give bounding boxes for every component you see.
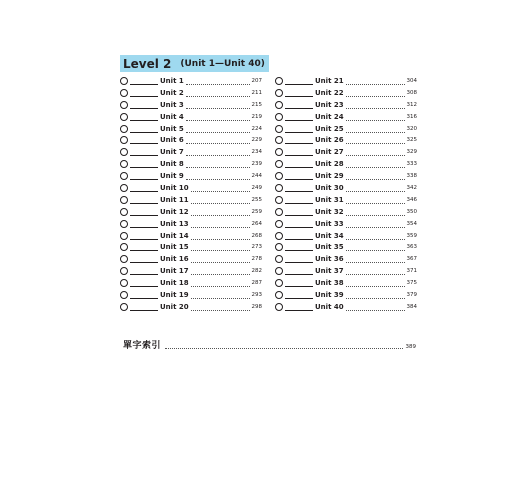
unit-page-number: 325 — [406, 137, 417, 144]
unit-label: Unit 23 — [315, 100, 344, 109]
dot-leader — [191, 243, 250, 251]
checkbox-circle[interactable] — [275, 291, 283, 299]
checkbox-circle[interactable] — [120, 279, 128, 287]
checkbox-circle[interactable] — [275, 160, 283, 168]
dot-leader — [186, 89, 250, 97]
unit-row[interactable] — [275, 146, 417, 158]
unit-label: Unit 1 — [160, 76, 184, 85]
dot-leader — [346, 255, 405, 263]
dot-leader — [186, 160, 250, 168]
checkbox-circle[interactable] — [120, 255, 128, 263]
unit-row[interactable] — [120, 241, 262, 253]
check-blank-line — [285, 89, 313, 97]
checkbox-circle[interactable] — [275, 172, 283, 180]
unit-row[interactable] — [120, 170, 262, 182]
unit-label: Unit 21 — [315, 76, 344, 85]
unit-row[interactable] — [275, 206, 417, 218]
dot-leader — [191, 279, 250, 287]
unit-row[interactable] — [120, 146, 262, 158]
unit-page-number: 234 — [251, 149, 262, 156]
checkbox-circle[interactable] — [275, 184, 283, 192]
unit-row[interactable] — [120, 301, 262, 313]
checkbox-circle[interactable] — [275, 255, 283, 263]
check-blank-line — [130, 113, 158, 121]
checkbox-circle[interactable] — [275, 125, 283, 133]
unit-row[interactable] — [120, 206, 262, 218]
unit-page-number: 316 — [406, 113, 417, 120]
unit-label: Unit 3 — [160, 100, 184, 109]
unit-page-number: 207 — [251, 77, 262, 84]
unit-row[interactable] — [275, 158, 417, 170]
dot-leader — [346, 303, 405, 311]
unit-range: (Unit 1—Unit 40) — [180, 58, 265, 69]
checkbox-circle[interactable] — [120, 208, 128, 216]
unit-page-number: 379 — [406, 291, 417, 298]
dot-leader — [191, 267, 250, 275]
unit-row[interactable] — [275, 253, 417, 265]
unit-page-number: 346 — [406, 196, 417, 203]
check-blank-line — [285, 243, 313, 251]
checkbox-circle[interactable] — [275, 303, 283, 311]
check-blank-line — [130, 125, 158, 133]
checkbox-circle[interactable] — [275, 77, 283, 85]
unit-list-left — [120, 75, 262, 313]
unit-label: Unit 37 — [315, 267, 344, 276]
check-blank-line — [285, 136, 313, 144]
unit-label: Unit 34 — [315, 231, 344, 240]
dot-leader — [346, 172, 405, 180]
unit-page-number: 308 — [406, 89, 417, 96]
checkbox-circle[interactable] — [275, 279, 283, 287]
word-index-entry[interactable] — [123, 339, 416, 351]
check-blank-line — [285, 291, 313, 299]
unit-page-number: 259 — [251, 208, 262, 215]
checkbox-circle[interactable] — [275, 101, 283, 109]
check-blank-line — [130, 196, 158, 204]
unit-row[interactable] — [120, 99, 262, 111]
unit-row[interactable] — [275, 134, 417, 146]
unit-page-number: 278 — [251, 256, 262, 263]
unit-page-number: 333 — [406, 161, 417, 168]
unit-label: Unit 20 — [160, 302, 189, 311]
checkbox-circle[interactable] — [120, 267, 128, 275]
check-blank-line — [285, 208, 313, 216]
checkbox-circle[interactable] — [275, 89, 283, 97]
unit-label: Unit 30 — [315, 183, 344, 192]
dot-leader — [346, 77, 405, 85]
checkbox-circle[interactable] — [120, 196, 128, 204]
unit-label: Unit 15 — [160, 243, 189, 252]
word-index-label: 單字索引 — [123, 341, 162, 351]
unit-label: Unit 39 — [315, 290, 344, 299]
dot-leader — [186, 101, 250, 109]
unit-label: Unit 38 — [315, 279, 344, 288]
check-blank-line — [130, 77, 158, 85]
check-blank-line — [285, 279, 313, 287]
unit-page-number: 354 — [406, 220, 417, 227]
dot-leader — [191, 303, 250, 311]
unit-label: Unit 13 — [160, 219, 189, 228]
unit-row[interactable] — [120, 218, 262, 230]
checkbox-circle[interactable] — [120, 172, 128, 180]
unit-page-number: 329 — [406, 149, 417, 156]
unit-page-number: 249 — [251, 184, 262, 191]
unit-row[interactable] — [275, 182, 417, 194]
unit-page-number: 312 — [406, 101, 417, 108]
unit-row[interactable] — [120, 182, 262, 194]
dot-leader — [346, 148, 405, 156]
unit-row[interactable] — [120, 158, 262, 170]
check-blank-line — [130, 232, 158, 240]
check-blank-line — [130, 101, 158, 109]
unit-row[interactable] — [275, 87, 417, 99]
unit-label: Unit 31 — [315, 195, 344, 204]
unit-row[interactable] — [275, 111, 417, 123]
dot-leader — [346, 101, 405, 109]
unit-label: Unit 9 — [160, 172, 184, 181]
check-blank-line — [130, 184, 158, 192]
unit-page-number: 342 — [406, 184, 417, 191]
checkbox-circle[interactable] — [120, 77, 128, 85]
dot-leader — [346, 184, 405, 192]
check-blank-line — [130, 255, 158, 263]
checkbox-circle[interactable] — [275, 232, 283, 240]
checkbox-circle[interactable] — [120, 148, 128, 156]
check-blank-line — [130, 136, 158, 144]
level-header — [120, 55, 269, 72]
unit-label: Unit 5 — [160, 124, 184, 133]
unit-page-number: 338 — [406, 173, 417, 180]
check-blank-line — [130, 267, 158, 275]
unit-page-number: 273 — [251, 244, 262, 251]
check-blank-line — [285, 255, 313, 263]
unit-row[interactable] — [120, 265, 262, 277]
unit-row[interactable] — [275, 99, 417, 111]
unit-page-number: 264 — [251, 220, 262, 227]
dot-leader — [346, 89, 405, 97]
unit-label: Unit 4 — [160, 112, 184, 121]
unit-label: Unit 14 — [160, 231, 189, 240]
checkbox-circle[interactable] — [275, 148, 283, 156]
dot-leader — [186, 172, 250, 180]
dot-leader — [186, 148, 250, 156]
unit-row[interactable] — [120, 289, 262, 301]
check-blank-line — [130, 89, 158, 97]
unit-page-number: 293 — [251, 291, 262, 298]
dot-leader — [346, 267, 405, 275]
unit-row[interactable] — [275, 301, 417, 313]
checkbox-circle[interactable] — [120, 232, 128, 240]
unit-row[interactable] — [120, 123, 262, 135]
check-blank-line — [130, 172, 158, 180]
checkbox-circle[interactable] — [275, 136, 283, 144]
check-blank-line — [285, 172, 313, 180]
dot-leader — [346, 279, 405, 287]
unit-row[interactable] — [120, 230, 262, 242]
checkbox-circle[interactable] — [120, 113, 128, 121]
checkbox-circle[interactable] — [120, 303, 128, 311]
unit-label: Unit 22 — [315, 88, 344, 97]
unit-page-number: 229 — [251, 137, 262, 144]
unit-label: Unit 26 — [315, 136, 344, 145]
dot-leader — [346, 243, 405, 251]
checkbox-circle[interactable] — [120, 125, 128, 133]
unit-label: Unit 16 — [160, 255, 189, 264]
dot-leader — [165, 348, 402, 349]
dot-leader — [191, 184, 250, 192]
check-blank-line — [130, 243, 158, 251]
dot-leader — [346, 291, 405, 299]
dot-leader — [346, 136, 405, 144]
unit-label: Unit 27 — [315, 148, 344, 157]
checkbox-circle[interactable] — [275, 220, 283, 228]
unit-label: Unit 12 — [160, 207, 189, 216]
unit-row[interactable] — [275, 265, 417, 277]
dot-leader — [346, 232, 405, 240]
unit-row[interactable] — [275, 289, 417, 301]
unit-label: Unit 33 — [315, 219, 344, 228]
unit-label: Unit 18 — [160, 279, 189, 288]
dot-leader — [346, 113, 405, 121]
check-blank-line — [285, 113, 313, 121]
unit-label: Unit 6 — [160, 136, 184, 145]
dot-leader — [191, 255, 250, 263]
dot-leader — [346, 160, 405, 168]
check-blank-line — [130, 279, 158, 287]
unit-label: Unit 17 — [160, 267, 189, 276]
word-index-page: 389 — [405, 344, 416, 350]
checkbox-circle[interactable] — [120, 243, 128, 251]
unit-page-number: 320 — [406, 125, 417, 132]
level-title: Level 2 — [123, 56, 172, 71]
unit-label: Unit 24 — [315, 112, 344, 121]
unit-label: Unit 35 — [315, 243, 344, 252]
check-blank-line — [130, 291, 158, 299]
dot-leader — [186, 125, 250, 133]
dot-leader — [346, 220, 405, 228]
unit-page-number: 367 — [406, 256, 417, 263]
check-blank-line — [130, 148, 158, 156]
checkbox-circle[interactable] — [275, 243, 283, 251]
unit-row[interactable] — [275, 230, 417, 242]
unit-label: Unit 10 — [160, 183, 189, 192]
unit-label: Unit 19 — [160, 290, 189, 299]
unit-label: Unit 28 — [315, 160, 344, 169]
checkbox-circle[interactable] — [120, 184, 128, 192]
check-blank-line — [285, 303, 313, 311]
check-blank-line — [285, 232, 313, 240]
dot-leader — [191, 208, 250, 216]
check-blank-line — [285, 184, 313, 192]
checkbox-circle[interactable] — [120, 136, 128, 144]
checkbox-circle[interactable] — [275, 113, 283, 121]
check-blank-line — [130, 208, 158, 216]
unit-page-number: 363 — [406, 244, 417, 251]
unit-page-number: 219 — [251, 113, 262, 120]
unit-row[interactable] — [275, 75, 417, 87]
unit-label: Unit 7 — [160, 148, 184, 157]
dot-leader — [191, 291, 250, 299]
check-blank-line — [130, 160, 158, 168]
unit-row[interactable] — [120, 75, 262, 87]
unit-row[interactable] — [120, 253, 262, 265]
unit-label: Unit 36 — [315, 255, 344, 264]
check-blank-line — [130, 220, 158, 228]
unit-row[interactable] — [120, 87, 262, 99]
check-blank-line — [285, 77, 313, 85]
unit-page-number: 239 — [251, 161, 262, 168]
check-blank-line — [285, 125, 313, 133]
unit-label: Unit 11 — [160, 195, 189, 204]
unit-page-number: 287 — [251, 280, 262, 287]
unit-label: Unit 40 — [315, 302, 344, 311]
unit-label: Unit 2 — [160, 88, 184, 97]
unit-row[interactable] — [275, 170, 417, 182]
unit-row[interactable] — [120, 277, 262, 289]
unit-page-number: 215 — [251, 101, 262, 108]
unit-page-number: 384 — [406, 303, 417, 310]
check-blank-line — [130, 303, 158, 311]
unit-page-number: 359 — [406, 232, 417, 239]
check-blank-line — [285, 267, 313, 275]
dot-leader — [191, 220, 250, 228]
unit-page-number: 244 — [251, 173, 262, 180]
check-blank-line — [285, 160, 313, 168]
dot-leader — [346, 208, 405, 216]
unit-page-number: 282 — [251, 268, 262, 275]
unit-page-number: 375 — [406, 280, 417, 287]
unit-label: Unit 32 — [315, 207, 344, 216]
unit-row[interactable] — [275, 194, 417, 206]
check-blank-line — [285, 220, 313, 228]
unit-page-number: 224 — [251, 125, 262, 132]
unit-label: Unit 8 — [160, 160, 184, 169]
dot-leader — [186, 77, 250, 85]
unit-page-number: 255 — [251, 196, 262, 203]
unit-page-number: 211 — [251, 89, 262, 96]
unit-row[interactable] — [120, 134, 262, 146]
unit-row[interactable] — [120, 111, 262, 123]
dot-leader — [346, 125, 405, 133]
unit-page-number: 371 — [406, 268, 417, 275]
checkbox-circle[interactable] — [275, 267, 283, 275]
unit-page-number: 268 — [251, 232, 262, 239]
unit-page-number: 304 — [406, 77, 417, 84]
dot-leader — [191, 196, 250, 204]
dot-leader — [186, 136, 250, 144]
dot-leader — [191, 232, 250, 240]
unit-row[interactable] — [275, 241, 417, 253]
unit-row[interactable] — [275, 277, 417, 289]
checkbox-circle[interactable] — [275, 208, 283, 216]
dot-leader — [186, 113, 250, 121]
checkbox-circle[interactable] — [120, 89, 128, 97]
unit-row[interactable] — [275, 123, 417, 135]
unit-list-right — [275, 75, 417, 313]
unit-page-number: 298 — [251, 303, 262, 310]
checkbox-circle[interactable] — [120, 101, 128, 109]
checkbox-circle[interactable] — [120, 160, 128, 168]
unit-row[interactable] — [120, 194, 262, 206]
checkbox-circle[interactable] — [120, 291, 128, 299]
check-blank-line — [285, 196, 313, 204]
unit-page-number: 350 — [406, 208, 417, 215]
check-blank-line — [285, 101, 313, 109]
unit-label: Unit 29 — [315, 172, 344, 181]
unit-label: Unit 25 — [315, 124, 344, 133]
unit-row[interactable] — [275, 218, 417, 230]
checkbox-circle[interactable] — [120, 220, 128, 228]
dot-leader — [346, 196, 405, 204]
check-blank-line — [285, 148, 313, 156]
checkbox-circle[interactable] — [275, 196, 283, 204]
